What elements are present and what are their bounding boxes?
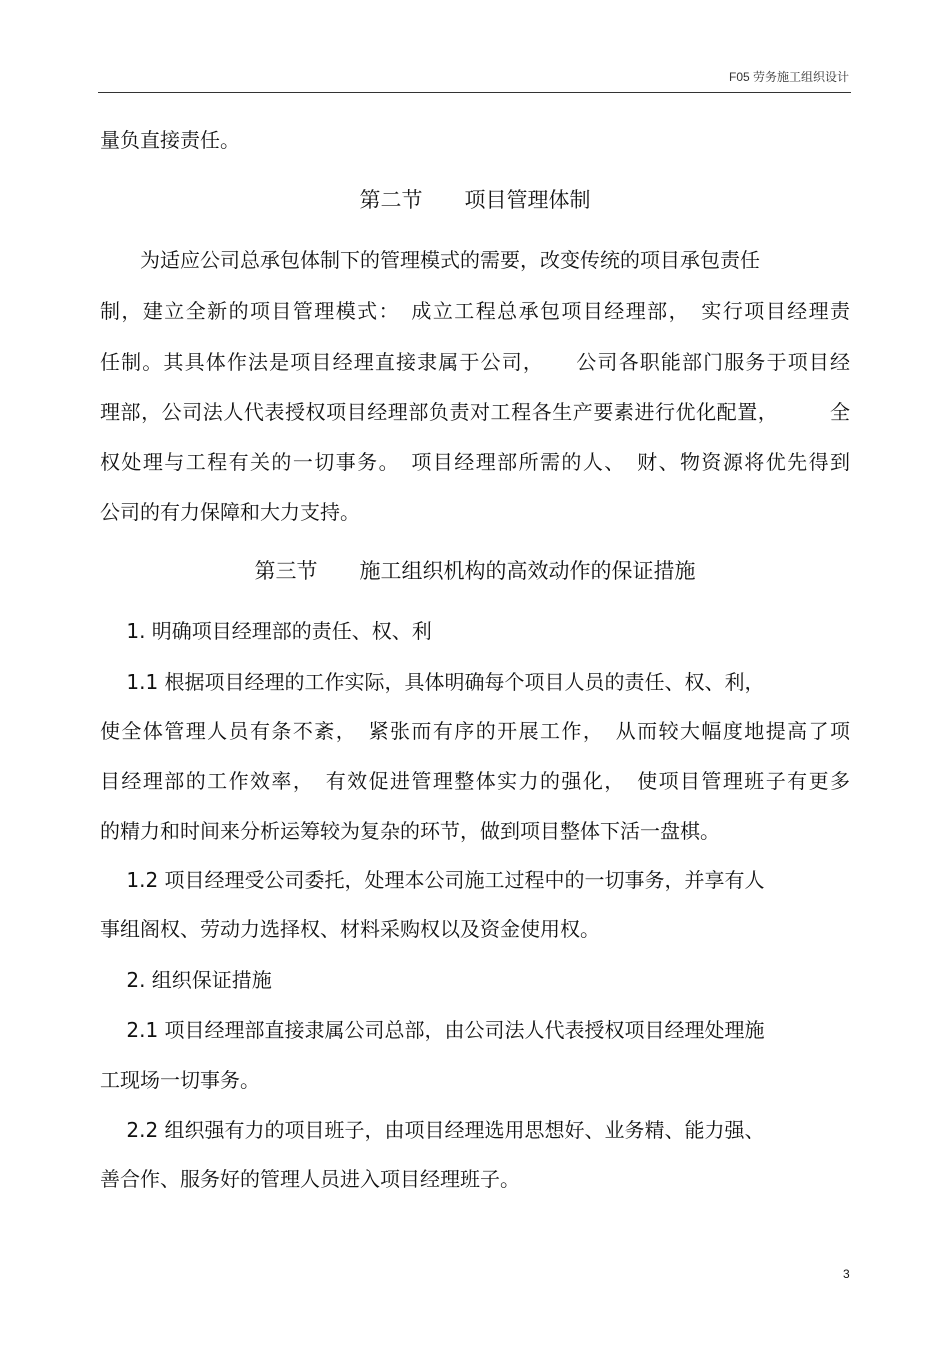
- paragraph-line: 量负直接责任。: [100, 128, 240, 152]
- paragraph-line: 制，建立全新的项目管理模式： 成立工程总承包项目经理部， 实行项目经理责: [100, 299, 850, 323]
- paragraph-line: 1.1 根据项目经理的工作实际，具体明确每个项目人员的责任、权、利，: [100, 670, 765, 694]
- paragraph-line: 权处理与工程有关的一切事务。 项目经理部所需的人、 财、物资源将优先得到: [100, 450, 850, 474]
- paragraph-line: 的精力和时间来分析运筹较为复杂的环节，做到项目整体下活一盘棋。: [100, 819, 720, 843]
- paragraph-line: 使全体管理人员有条不紊， 紧张而有序的开展工作， 从而较大幅度地提高了项: [100, 719, 850, 743]
- paragraph-line: 2.1 项目经理部直接隶属公司总部，由公司法人代表授权项目经理处理施: [100, 1018, 765, 1042]
- page-header: [98, 66, 851, 93]
- list-item-heading: 1. 明确项目经理部的责任、权、利: [100, 619, 432, 643]
- paragraph-line: 1.2 项目经理受公司委托，处理本公司施工过程中的一切事务，并享有人: [100, 868, 765, 892]
- paragraph-line: 2.2 组织强有力的项目班子，由项目经理选用思想好、业务精、能力强、: [100, 1118, 765, 1142]
- header-title: F05 劳务施工组织设计: [728, 70, 849, 84]
- list-item-heading: 2. 组织保证措施: [100, 968, 272, 992]
- paragraph-line: 为适应公司总承包体制下的管理模式的需要，改变传统的项目承包责任: [100, 248, 760, 272]
- section-heading-3: 第三节 施工组织机构的高效动作的保证措施: [254, 559, 696, 583]
- page-number: 3: [843, 1267, 850, 1281]
- paragraph-line: 目经理部的工作效率， 有效促进管理整体实力的强化， 使项目管理班子有更多: [100, 769, 850, 793]
- paragraph-line: 公司的有力保障和大力支持。: [100, 500, 360, 524]
- paragraph-line: 善合作、服务好的管理人员进入项目经理班子。: [100, 1167, 520, 1191]
- section-heading-2: 第二节 项目管理体制: [359, 188, 591, 212]
- paragraph-line: 理部，公司法人代表授权项目经理部负责对工程各生产要素进行优化配置， 全: [100, 400, 850, 424]
- paragraph-line: 事组阁权、劳动力选择权、材料采购权以及资金使用权。: [100, 917, 600, 941]
- paragraph-line: 任制。其具体作法是项目经理直接隶属于公司， 公司各职能部门服务于项目经: [100, 350, 850, 374]
- paragraph-line: 工现场一切事务。: [100, 1068, 260, 1092]
